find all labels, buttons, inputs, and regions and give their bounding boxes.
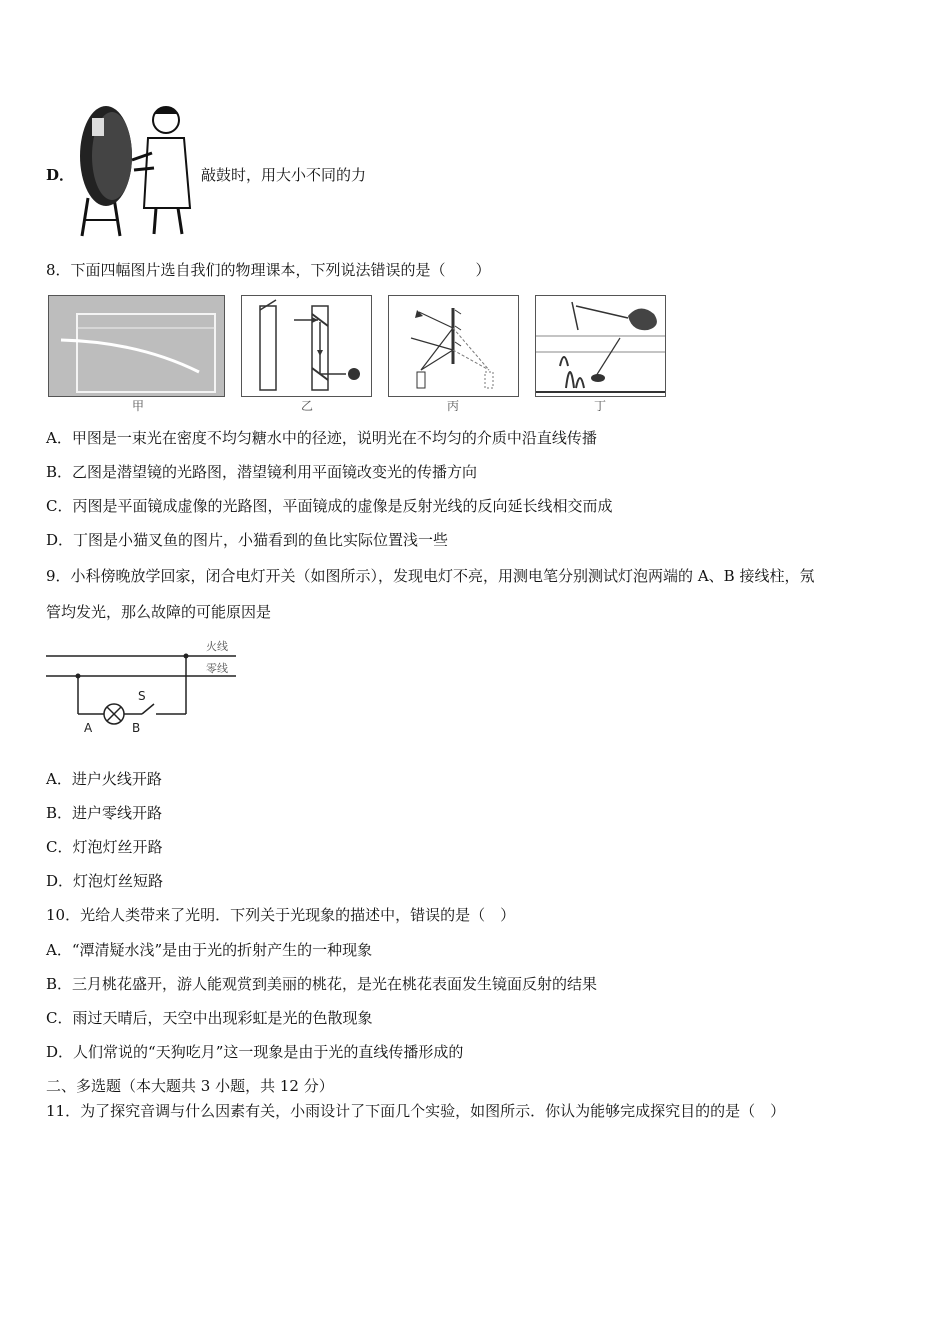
q10-stem: 10．光给人类带来了光明．下列关于光现象的描述中，错误的是（ ） — [46, 906, 516, 924]
q8-caption-bing: 丙 — [447, 399, 460, 413]
switch-icon — [142, 704, 154, 714]
q10-option-d: D．人们常说的“天狗吃月”这一现象是由于光的直线传播形成的 — [46, 1043, 464, 1061]
circuit-neutral-label: 零线 — [206, 662, 228, 675]
circuit-live-label: 火线 — [206, 640, 228, 653]
circuit-point-b: B — [132, 721, 141, 735]
q8-option-c: C．丙图是平面镜成虚像的光路图，平面镜成的虚像是反射光线的反向延长线相交而成 — [46, 497, 613, 515]
section2-heading: 二、多选题（本大题共 3 小题，共 12 分） — [46, 1077, 334, 1095]
circuit-switch-label: S — [138, 689, 146, 703]
circuit-point-a: A — [84, 721, 93, 735]
q10-option-b: B．三月桃花盛开，游人能观赏到美丽的桃花，是光在桃花表面发生镜面反射的结果 — [46, 975, 598, 993]
q9-option-c: C．灯泡灯丝开路 — [46, 838, 163, 856]
q8-figure-jia — [48, 295, 225, 397]
q8-caption-jia: 甲 — [132, 399, 145, 413]
q9-stem-line1: 9．小科傍晚放学回家，闭合电灯开关（如图所示），发现电灯不亮，用测电笔分别测试灯泡两端的 A、B 接线柱，氖 — [46, 567, 815, 585]
q9-stem-line2: 管均发光，那么故障的可能原因是 — [46, 603, 272, 621]
q10-option-a: A．“潭清疑水浅”是由于光的折射产生的一种现象 — [46, 941, 373, 959]
q8-figure-bing — [388, 295, 519, 397]
q8-option-a: A．甲图是一束光在密度不均匀糖水中的径迹，说明光在不均匀的介质中沿直线传播 — [46, 429, 597, 447]
q8-caption-yi: 乙 — [301, 399, 314, 413]
drum-illustration — [74, 98, 200, 238]
q9-option-a: A．进户火线开路 — [46, 770, 162, 788]
q8-option-b: B．乙图是潜望镜的光路图，潜望镜利用平面镜改变光的传播方向 — [46, 463, 478, 481]
q9-option-d: D．灯泡灯丝短路 — [46, 872, 164, 890]
q9-option-b: B．进户零线开路 — [46, 804, 163, 822]
q11-stem: 11．为了探究音调与什么因素有关，小雨设计了下面几个实验，如图所示．你认为能够完成探究目的的是（ ） — [46, 1102, 786, 1120]
q8-stem: 8．下面四幅图片选自我们的物理课本，下列说法错误的是（ ） — [46, 261, 491, 279]
q7-option-d-label: D． — [46, 166, 75, 184]
q7-option-d-text: 敲鼓时，用大小不同的力 — [201, 166, 367, 184]
q10-option-c: C．雨过天晴后，天空中出现彩虹是光的色散现象 — [46, 1009, 373, 1027]
q8-caption-ding: 丁 — [594, 399, 607, 413]
q8-figure-yi — [241, 295, 372, 397]
q8-option-d: D．丁图是小猫叉鱼的图片，小猫看到的鱼比实际位置浅一些 — [46, 531, 449, 549]
q8-figure-ding — [535, 295, 666, 397]
q9-circuit-diagram — [46, 636, 236, 736]
